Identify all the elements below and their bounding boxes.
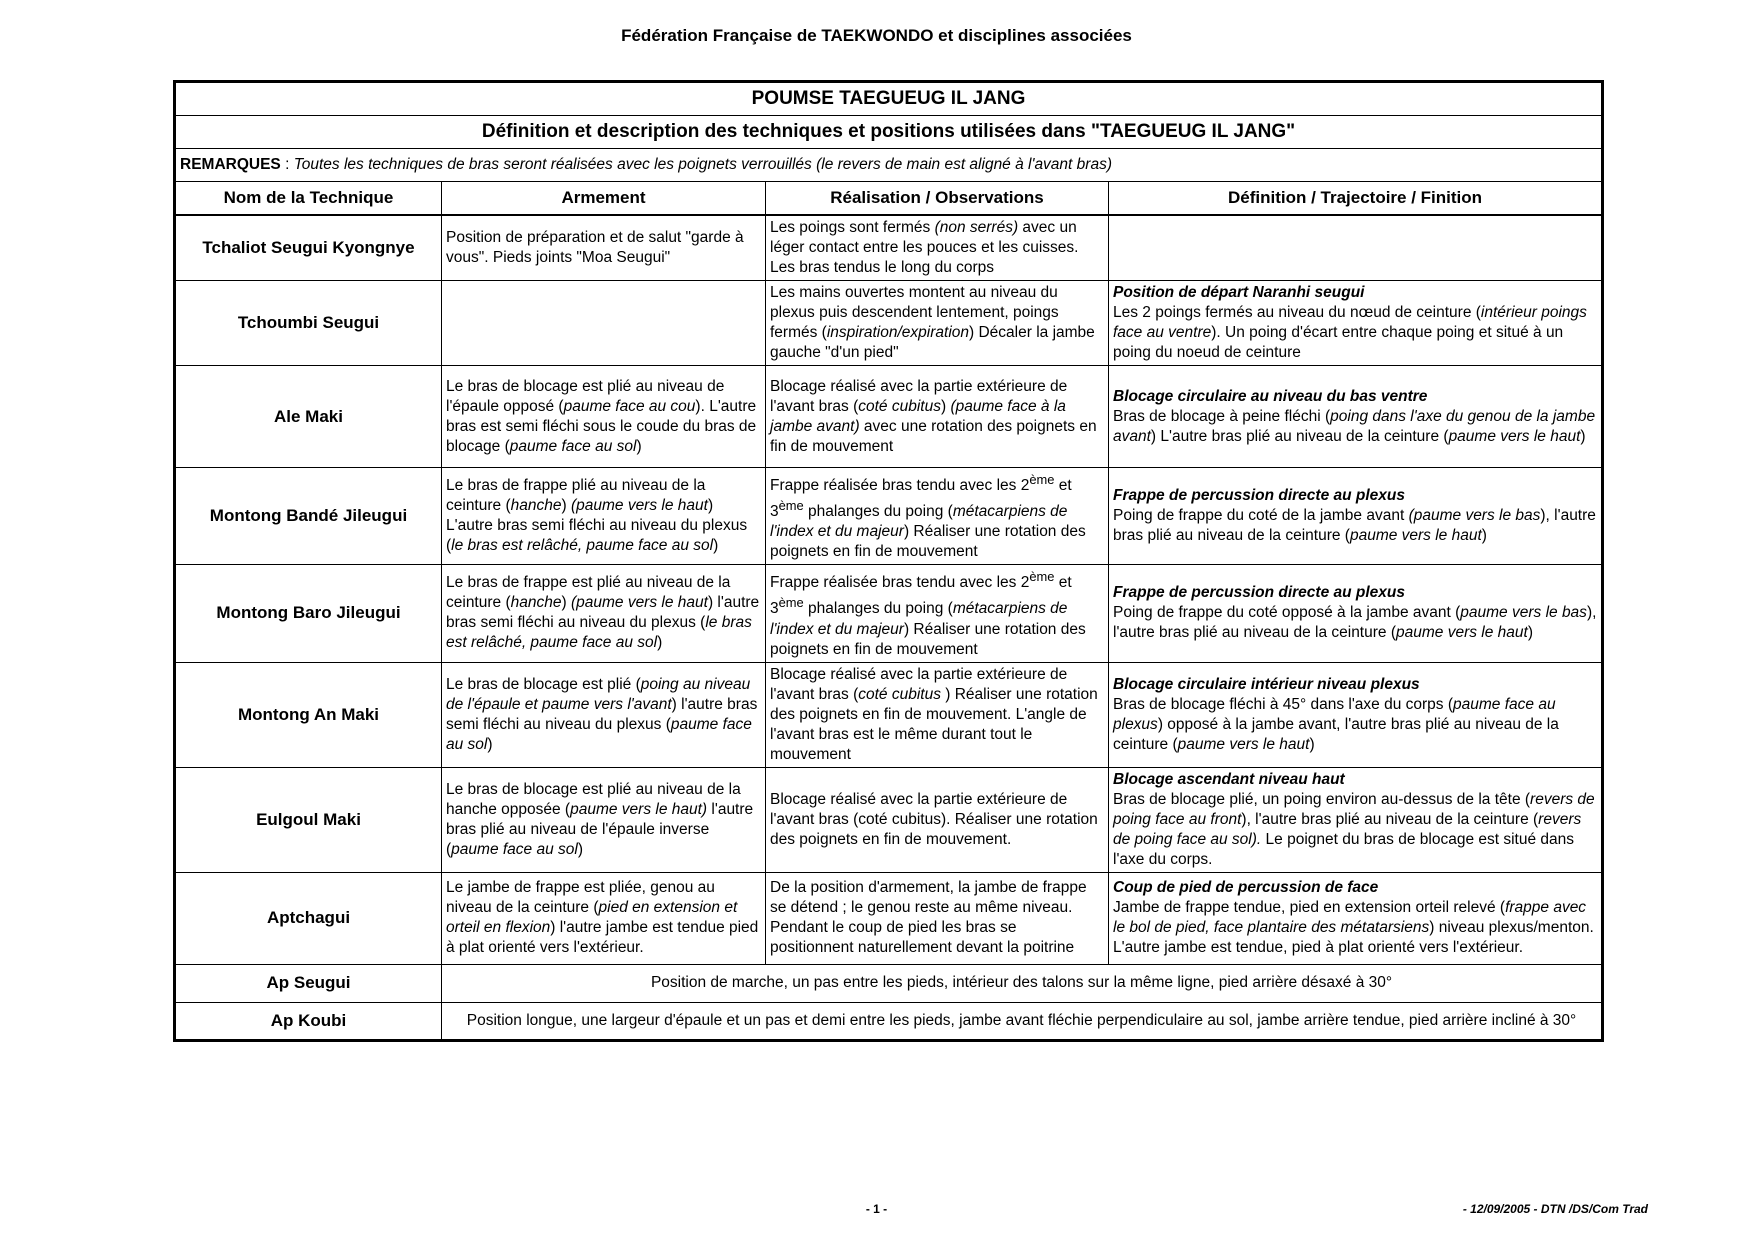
table-subtitle: Définition et description des techniques et positions utilisées dans "TAEGUEUG IL JANG": [175, 116, 1603, 149]
definition-cell: Frappe de percussion directe au plexus Poing de frappe du coté de la jambe avant (paume vers le bas), l'autre bras plié au niveau de la ceinture (paume vers le haut): [1109, 468, 1603, 565]
column-header: Armement: [442, 182, 766, 216]
technique-name: Tchoumbi Seugui: [175, 281, 442, 366]
realisation-cell: Blocage réalisé avec la partie extérieure de l'avant bras (coté cubitus) (paume face à la jambe avant) avec une rotation des poignets en fin de mouvement: [766, 366, 1109, 468]
table-title: POUMSE TAEGUEUG IL JANG: [175, 82, 1603, 116]
realisation-cell: Frappe réalisée bras tendu avec les 2ème et 3ème phalanges du poing (métacarpiens de l'index et du majeur) Réaliser une rotation des poignets en fin de mouvement: [766, 565, 1109, 662]
realisation-cell: Les poings sont fermés (non serrés) avec un léger contact entre les pouces et les cuisses. Les bras tendus le long du corps: [766, 215, 1109, 281]
definition-cell: Blocage ascendant niveau haut Bras de blocage plié, un poing environ au-dessus de la tête (revers de poing face au front), l'autre bras plié au niveau de la ceinture (revers de poing face au sol). Le poignet du bras de blocage est situé dans l'axe du corps.: [1109, 767, 1603, 872]
column-header: Nom de la Technique: [175, 182, 442, 216]
realisation-cell: Blocage réalisé avec la partie extérieure de l'avant bras (coté cubitus). Réaliser une rotation des poignets en fin de mouvement.: [766, 767, 1109, 872]
armement-cell: Le bras de frappe est plié au niveau de la ceinture (hanche) (paume vers le haut) l'autre bras semi fléchi au niveau du plexus (le bras est relâché, paume face au sol): [442, 565, 766, 662]
table-row: [175, 872, 1603, 964]
definition-cell: Blocage circulaire intérieur niveau plexus Bras de blocage fléchi à 45° dans l'axe du corps (paume face au plexus) opposé à la jambe avant, l'autre bras plié au niveau de la ceinture (paume vers le haut): [1109, 662, 1603, 767]
realisation-cell: Blocage réalisé avec la partie extérieure de l'avant bras (coté cubitus ) Réaliser une rotation des poignets en fin de mouvement. L'angle de l'avant bras est le même durant tout le mouvement: [766, 662, 1109, 767]
definition-cell: Blocage circulaire au niveau du bas ventre Bras de blocage à peine fléchi (poing dans l'axe du genou de la jambe avant) L'autre bras plié au niveau de la ceinture (paume vers le haut): [1109, 366, 1603, 468]
stance-name: Ap Koubi: [175, 1002, 442, 1040]
armement-cell: Position de préparation et de salut "garde à vous". Pieds joints "Moa Seugui": [442, 215, 766, 281]
techniques-table: [173, 80, 1604, 1042]
definition-title: Blocage circulaire au niveau du bas ventre: [1113, 387, 1428, 405]
column-header: Définition / Trajectoire / Finition: [1109, 182, 1603, 216]
stance-description: Position de marche, un pas entre les pieds, intérieur des talons sur la même ligne, pied arrière désaxé à 30°: [442, 964, 1603, 1002]
realisation-cell: Frappe réalisée bras tendu avec les 2ème et 3ème phalanges du poing (métacarpiens de l'index et du majeur) Réaliser une rotation des poignets en fin de mouvement: [766, 468, 1109, 565]
table-row: [175, 366, 1603, 468]
armement-cell: Le bras de frappe plié au niveau de la ceinture (hanche) (paume vers le haut) L'autre bras semi fléchi au niveau du plexus (le bras est relâché, paume face au sol): [442, 468, 766, 565]
remarks-label: REMARQUES: [180, 156, 281, 173]
table-row: [175, 662, 1603, 767]
remarks-text: Toutes les techniques de bras seront réalisées avec les poignets verrouillés (le revers de main est aligné à l'avant bras): [293, 156, 1112, 173]
column-header: Réalisation / Observations: [766, 182, 1109, 216]
table-row: [175, 964, 1603, 1002]
table-row: [175, 215, 1603, 281]
stance-name: Ap Seugui: [175, 964, 442, 1002]
technique-name: Eulgoul Maki: [175, 767, 442, 872]
definition-title: Coup de pied de percussion de face: [1113, 879, 1379, 897]
technique-name: Ale Maki: [175, 366, 442, 468]
technique-name: Tchaliot Seugui Kyongnye: [175, 215, 442, 281]
realisation-cell: Les mains ouvertes montent au niveau du plexus puis descendent lentement, poings fermés (inspiration/expiration) Décaler la jambe gauche "d'un pied": [766, 281, 1109, 366]
definition-cell: Coup de pied de percussion de face Jambe de frappe tendue, pied en extension orteil relevé (frappe avec le bol de pied, face plantaire des métatarsiens) niveau plexus/menton. L'autre jambe est tendue, pied à plat orienté vers l'extérieur.: [1109, 872, 1603, 964]
definition-title: Blocage ascendant niveau haut: [1113, 770, 1345, 788]
definition-cell: Position de départ Naranhi seugui Les 2 poings fermés au niveau du nœud de ceinture (intérieur poings face au ventre). Un poing d'écart entre chaque poing et situé à un poing du noeud de ceinture: [1109, 281, 1603, 366]
armement-cell: Le bras de blocage est plié (poing au niveau de l'épaule et paume vers l'avant) l'autre bras semi fléchi au niveau du plexus (paume face au sol): [442, 662, 766, 767]
table-row: [175, 281, 1603, 366]
armement-cell: Le jambe de frappe est pliée, genou au niveau de la ceinture (pied en extension et orteil en flexion) l'autre jambe est tendue pied à plat orienté vers l'extérieur.: [442, 872, 766, 964]
table-header-row: [175, 182, 1603, 216]
document-reference: - 12/09/2005 - DTN /DS/Com Trad: [1462, 1202, 1648, 1216]
page-number: - 1 -: [865, 1202, 888, 1216]
technique-name: Montong Baro Jileugui: [175, 565, 442, 662]
table-row: [175, 468, 1603, 565]
realisation-cell: De la position d'armement, la jambe de frappe se détend ; le genou reste au même niveau. Pendant le coup de pied les bras se positionnent naturellement devant la poitrine: [766, 872, 1109, 964]
definition-title: Frappe de percussion directe au plexus: [1113, 584, 1406, 602]
table-row: [175, 767, 1603, 872]
technique-name: Montong Bandé Jileugui: [175, 468, 442, 565]
definition-cell: [1109, 215, 1603, 281]
technique-name: Aptchagui: [175, 872, 442, 964]
technique-name: Montong An Maki: [175, 662, 442, 767]
remarks: REMARQUES : Toutes les techniques de bras seront réalisées avec les poignets verrouillés (le revers de main est aligné à l'avant bras): [175, 149, 1603, 182]
organization-header: Fédération Française de TAEKWONDO et disciplines associées: [621, 26, 1132, 45]
stance-description: Position longue, une largeur d'épaule et un pas et demi entre les pieds, jambe avant fléchie perpendiculaire au sol, jambe arrière tendue, pied arrière incliné à 30°: [442, 1002, 1603, 1040]
armement-cell: [442, 281, 766, 366]
definition-title: Blocage circulaire intérieur niveau plexus: [1113, 675, 1420, 693]
table-row: [175, 1002, 1603, 1040]
armement-cell: Le bras de blocage est plié au niveau de l'épaule opposé (paume face au cou). L'autre bras est semi fléchi sous le coude du bras de blocage (paume face au sol): [442, 366, 766, 468]
definition-title: Position de départ Naranhi seugui: [1113, 284, 1365, 301]
armement-cell: Le bras de blocage est plié au niveau de la hanche opposée (paume vers le haut) l'autre bras plié au niveau de l'épaule inverse (paume face au sol): [442, 767, 766, 872]
definition-title: Frappe de percussion directe au plexus: [1113, 487, 1406, 505]
table-row: [175, 565, 1603, 662]
definition-cell: Frappe de percussion directe au plexus Poing de frappe du coté opposé à la jambe avant (paume vers le bas), l'autre bras plié au niveau de la ceinture (paume vers le haut): [1109, 565, 1603, 662]
